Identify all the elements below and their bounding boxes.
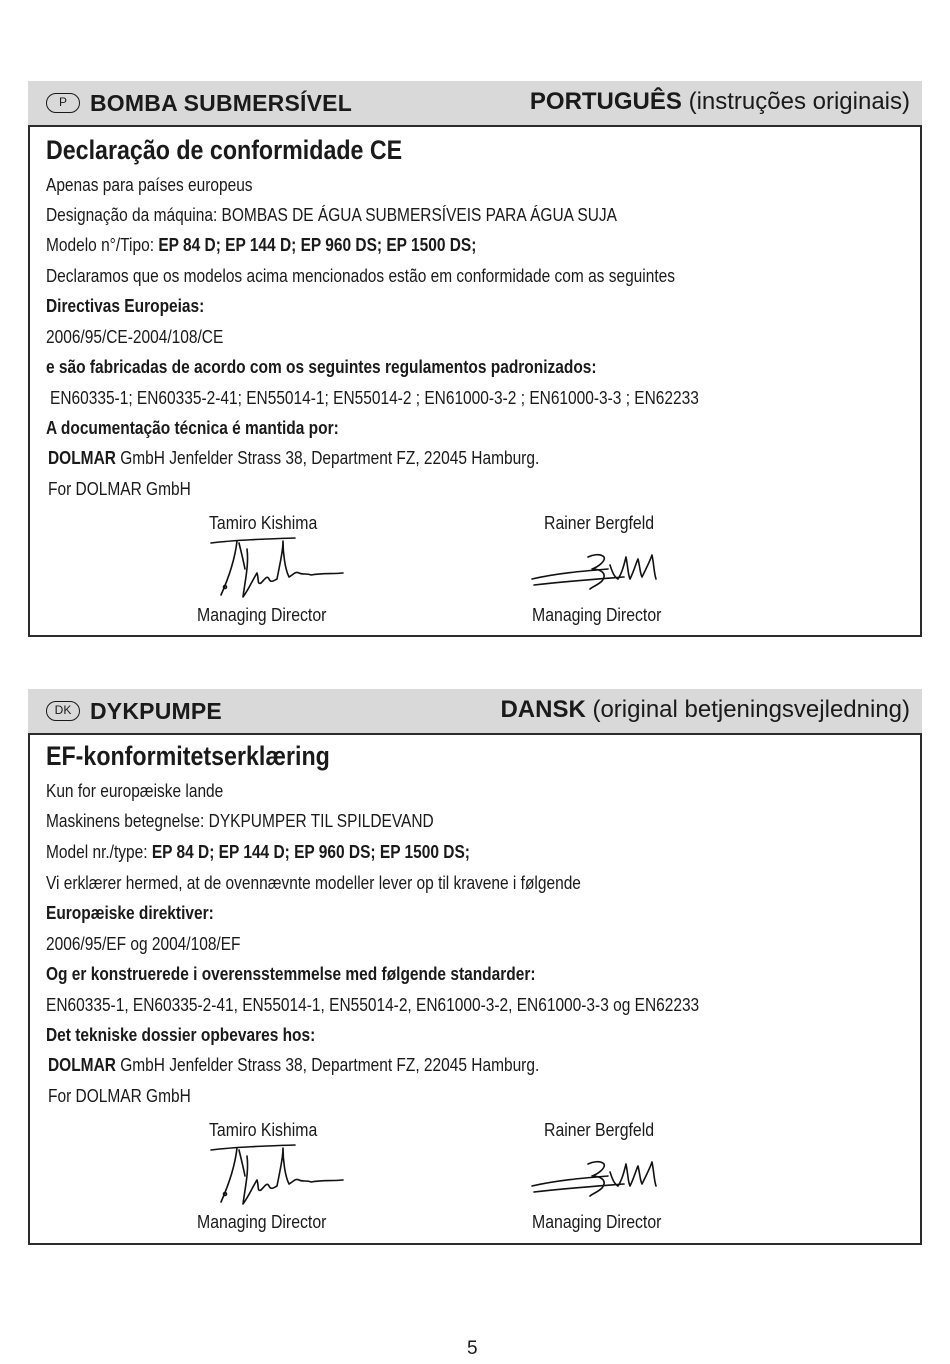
declaration-box xyxy=(28,735,922,1245)
product-title: BOMBA SUBMERSÍVEL xyxy=(90,90,352,116)
model-line xyxy=(46,842,470,863)
signer-role-2: Managing Director xyxy=(532,605,662,625)
standards-label: e são fabricadas de acordo com os seguintes regulamentos padronizados: xyxy=(46,357,597,377)
for-company: For DOLMAR GmbH xyxy=(48,479,191,499)
signature-kishima xyxy=(195,1136,345,1211)
address-text: GmbH Jenfelder Strass 38, Department FZ, 22045 Hamburg. xyxy=(115,448,540,468)
scope-text: Apenas para países europeus xyxy=(46,175,253,195)
signature-bergfeld xyxy=(528,545,668,595)
declaration-box xyxy=(28,127,922,637)
address-text: GmbH Jenfelder Strass 38, Department FZ, 22045 Hamburg. xyxy=(115,1055,540,1075)
product-title: DYKPUMPE xyxy=(90,698,222,724)
model-label: Modelo n°/Tipo: xyxy=(46,235,159,255)
language-name: DANSK xyxy=(500,696,586,723)
model-line xyxy=(46,235,476,256)
declaration-heading: Declaração de conformidade CE xyxy=(46,135,403,165)
scope-text: Kun for europæiske lande xyxy=(46,781,224,801)
signature-kishima xyxy=(195,529,345,604)
model-value: EP 84 D; EP 144 D; EP 960 DS; EP 1500 DS; xyxy=(158,235,477,255)
signer-name-1: Tamiro Kishima xyxy=(209,1120,318,1140)
signer-name-2: Rainer Bergfeld xyxy=(544,513,655,533)
documentation-label: A documentação técnica é mantida por: xyxy=(46,418,339,438)
signer-role-1: Managing Director xyxy=(197,605,327,625)
standards-value: EN60335-1; EN60335-2-41; EN55014-1; EN55014-2 ; EN61000-3-2 ; EN61000-3-3 ; EN62233 xyxy=(50,388,699,408)
company-address xyxy=(48,448,539,469)
directives-value: 2006/95/CE-2004/108/CE xyxy=(46,327,224,347)
language-label xyxy=(500,696,910,724)
company-address xyxy=(48,1055,539,1076)
declaration-section-pt xyxy=(28,81,922,637)
standards-value: EN60335-1, EN60335-2-41, EN55014-1, EN55014-2, EN61000-3-2, EN61000-3-3 og EN62233 xyxy=(46,995,700,1015)
language-badge: DK xyxy=(46,701,80,721)
directives-value: 2006/95/EF og 2004/108/EF xyxy=(46,934,241,954)
declaration-heading: EF-konformitetserklæring xyxy=(46,741,330,771)
declaration-section-dk xyxy=(28,689,922,1245)
language-name: PORTUGUÊS xyxy=(529,88,682,115)
directives-label: Europæiske direktiver: xyxy=(46,903,214,923)
model-label: Model nr./type: xyxy=(46,842,152,862)
signer-role-1: Managing Director xyxy=(197,1212,327,1232)
signer-name-1: Tamiro Kishima xyxy=(209,513,318,533)
directives-label: Directivas Europeias: xyxy=(46,296,205,316)
signature-bergfeld xyxy=(528,1152,668,1202)
language-badge: P xyxy=(46,93,80,113)
declaration-statement: Declaramos que os modelos acima mencionados estão em conformidade com as seguintes xyxy=(46,266,675,286)
signer-role-2: Managing Director xyxy=(532,1212,662,1232)
company-name: DOLMAR xyxy=(48,448,116,468)
language-note: (instruções originais) xyxy=(688,88,910,115)
section-header xyxy=(28,689,922,735)
documentation-label: Det tekniske dossier opbevares hos: xyxy=(46,1025,316,1045)
language-label xyxy=(530,88,910,116)
machine-designation: Designação da máquina: BOMBAS DE ÁGUA SUBMERSÍVEIS PARA ÁGUA SUJA xyxy=(46,205,617,225)
section-header xyxy=(28,81,922,127)
for-company: For DOLMAR GmbH xyxy=(48,1086,191,1106)
company-name: DOLMAR xyxy=(48,1055,116,1075)
standards-label: Og er konstruerede i overensstemmelse med følgende standarder: xyxy=(46,964,536,984)
page-number: 5 xyxy=(467,1338,478,1359)
machine-designation: Maskinens betegnelse: DYKPUMPER TIL SPILDEVAND xyxy=(46,811,434,831)
declaration-statement: Vi erklærer hermed, at de ovennævnte modeller lever op til kravene i følgende xyxy=(46,873,581,893)
signer-name-2: Rainer Bergfeld xyxy=(544,1120,655,1140)
language-note: (original betjeningsvejledning) xyxy=(592,696,910,723)
model-value: EP 84 D; EP 144 D; EP 960 DS; EP 1500 DS; xyxy=(151,842,470,862)
